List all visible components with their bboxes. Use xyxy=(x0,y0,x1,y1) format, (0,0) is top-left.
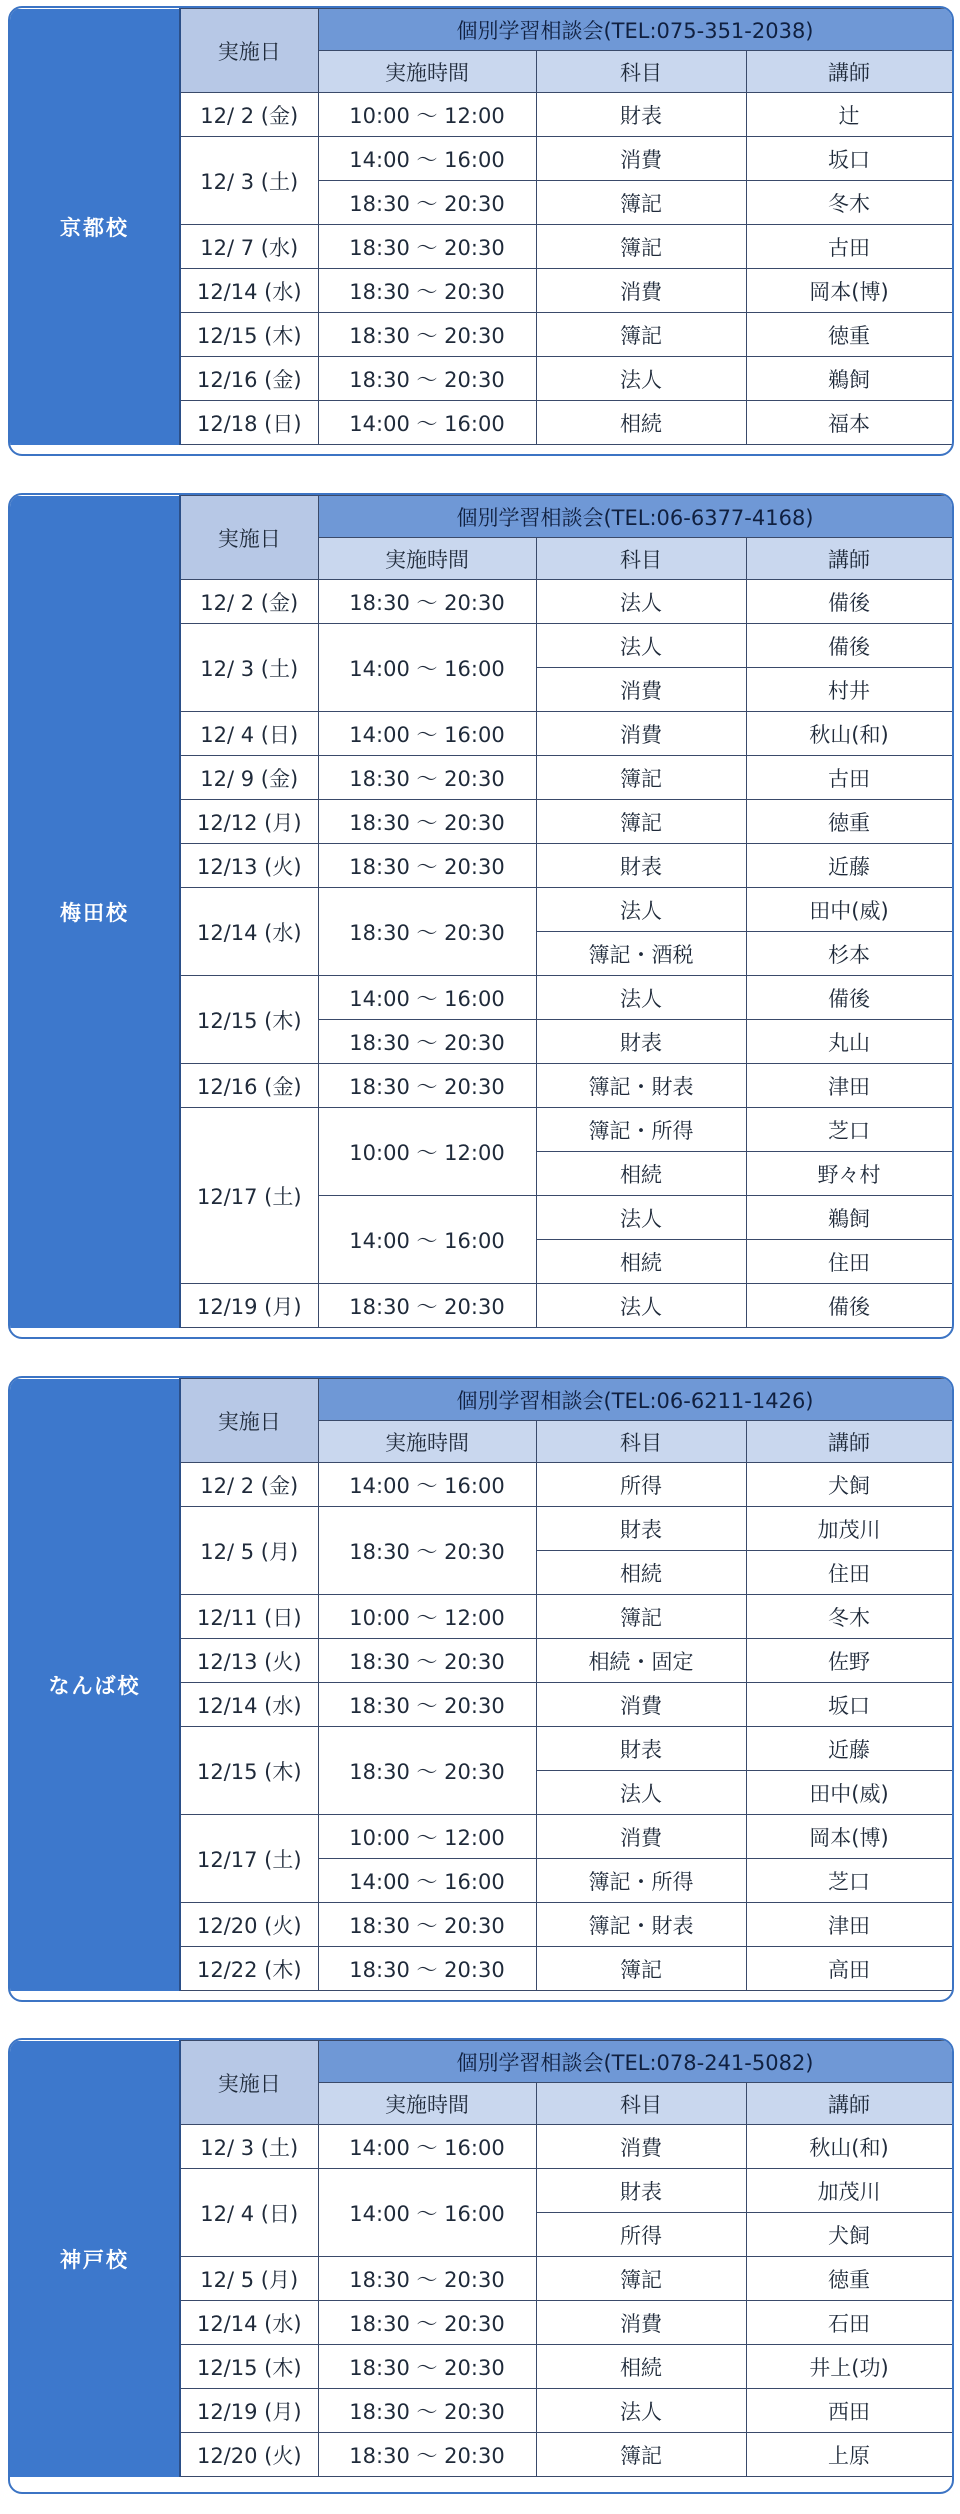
teacher-cell: 鵜飼 xyxy=(746,357,952,401)
time-cell: 14:00 〜 16:00 xyxy=(318,976,536,1020)
time-cell: 18:30 〜 20:30 xyxy=(318,2389,536,2433)
subject-cell: 消費 xyxy=(536,1815,746,1859)
date-cell: 12/19 (月) xyxy=(180,1284,318,1328)
teacher-cell: 近藤 xyxy=(746,844,952,888)
date-cell: 12/ 2 (金) xyxy=(180,1463,318,1507)
teacher-cell: 坂口 xyxy=(746,137,952,181)
subject-cell: 簿記 xyxy=(536,1595,746,1639)
teacher-cell: 丸山 xyxy=(746,1020,952,1064)
date-cell: 12/14 (水) xyxy=(180,2301,318,2345)
subject-cell: 法人 xyxy=(536,976,746,1020)
teacher-cell: 冬木 xyxy=(746,1595,952,1639)
time-cell: 10:00 〜 12:00 xyxy=(318,1815,536,1859)
time-cell: 18:30 〜 20:30 xyxy=(318,2433,536,2477)
time-cell: 18:30 〜 20:30 xyxy=(318,269,536,313)
date-cell: 12/ 9 (金) xyxy=(180,756,318,800)
teacher-cell: 田中(威) xyxy=(746,888,952,932)
subject-cell: 簿記 xyxy=(536,181,746,225)
umeda-schedule xyxy=(8,493,954,1339)
date-cell: 12/ 3 (土) xyxy=(180,624,318,712)
teacher-cell: 芝口 xyxy=(746,1108,952,1152)
subject-cell: 財表 xyxy=(536,93,746,137)
teacher-cell: 坂口 xyxy=(746,1683,952,1727)
header-teacher: 講師 xyxy=(746,1421,952,1463)
teacher-cell: 鵜飼 xyxy=(746,1196,952,1240)
time-cell: 18:30 〜 20:30 xyxy=(318,357,536,401)
teacher-cell: 田中(威) xyxy=(746,1771,952,1815)
time-cell: 18:30 〜 20:30 xyxy=(318,1064,536,1108)
date-cell: 12/20 (火) xyxy=(180,1903,318,1947)
kyoto-schedule xyxy=(8,6,954,456)
header-time: 実施時間 xyxy=(318,2083,536,2125)
subject-cell: 法人 xyxy=(536,357,746,401)
teacher-cell: 犬飼 xyxy=(746,2213,952,2257)
time-cell: 18:30 〜 20:30 xyxy=(318,580,536,624)
header-time: 実施時間 xyxy=(318,1421,536,1463)
subject-cell: 消費 xyxy=(536,137,746,181)
teacher-cell: 村井 xyxy=(746,668,952,712)
subject-cell: 財表 xyxy=(536,1020,746,1064)
subject-cell: 簿記・所得 xyxy=(536,1859,746,1903)
teacher-cell: 徳重 xyxy=(746,313,952,357)
header-teacher: 講師 xyxy=(746,51,952,93)
subject-cell: 簿記 xyxy=(536,1947,746,1991)
subject-cell: 相続・固定 xyxy=(536,1639,746,1683)
subject-cell: 消費 xyxy=(536,2301,746,2345)
subject-cell: 法人 xyxy=(536,1771,746,1815)
time-cell: 14:00 〜 16:00 xyxy=(318,1463,536,1507)
date-cell: 12/16 (金) xyxy=(180,1064,318,1108)
teacher-cell: 高田 xyxy=(746,1947,952,1991)
namba-schedule xyxy=(8,1376,954,2002)
date-cell: 12/13 (火) xyxy=(180,844,318,888)
teacher-cell: 住田 xyxy=(746,1240,952,1284)
time-cell: 18:30 〜 20:30 xyxy=(318,1507,536,1595)
header-day: 実施日 xyxy=(180,2041,318,2125)
subject-cell: 法人 xyxy=(536,2389,746,2433)
teacher-cell: 古田 xyxy=(746,225,952,269)
subject-cell: 消費 xyxy=(536,1683,746,1727)
date-cell: 12/ 3 (土) xyxy=(180,2125,318,2169)
kobe-schedule xyxy=(8,2038,954,2494)
time-cell: 18:30 〜 20:30 xyxy=(318,1903,536,1947)
subject-cell: 法人 xyxy=(536,888,746,932)
time-cell: 18:30 〜 20:30 xyxy=(318,313,536,357)
time-cell: 18:30 〜 20:30 xyxy=(318,2301,536,2345)
teacher-cell: 加茂川 xyxy=(746,1507,952,1551)
time-cell: 18:30 〜 20:30 xyxy=(318,225,536,269)
subject-cell: 簿記 xyxy=(536,225,746,269)
schedule-table xyxy=(10,495,953,1328)
header-subject: 科目 xyxy=(536,2083,746,2125)
teacher-cell: 備後 xyxy=(746,580,952,624)
subject-cell: 消費 xyxy=(536,269,746,313)
subject-cell: 簿記 xyxy=(536,800,746,844)
teacher-cell: 住田 xyxy=(746,1551,952,1595)
teacher-cell: 芝口 xyxy=(746,1859,952,1903)
time-cell: 18:30 〜 20:30 xyxy=(318,2345,536,2389)
header-subject: 科目 xyxy=(536,51,746,93)
teacher-cell: 徳重 xyxy=(746,800,952,844)
date-cell: 12/17 (土) xyxy=(180,1815,318,1903)
date-cell: 12/ 7 (水) xyxy=(180,225,318,269)
schedule-table xyxy=(10,2040,953,2477)
header-subject: 科目 xyxy=(536,538,746,580)
date-cell: 12/ 4 (日) xyxy=(180,2169,318,2257)
teacher-cell: 秋山(和) xyxy=(746,712,952,756)
subject-cell: 所得 xyxy=(536,2213,746,2257)
date-cell: 12/ 4 (日) xyxy=(180,712,318,756)
time-cell: 14:00 〜 16:00 xyxy=(318,712,536,756)
subject-cell: 消費 xyxy=(536,2125,746,2169)
subject-cell: 相続 xyxy=(536,1240,746,1284)
subject-cell: 法人 xyxy=(536,580,746,624)
subject-cell: 財表 xyxy=(536,1727,746,1771)
subject-cell: 相続 xyxy=(536,2345,746,2389)
time-cell: 18:30 〜 20:30 xyxy=(318,844,536,888)
date-cell: 12/ 5 (月) xyxy=(180,1507,318,1595)
consultation-title: 個別学習相談会(TEL:06-6377-4168) xyxy=(318,496,952,538)
consultation-title: 個別学習相談会(TEL:06-6211-1426) xyxy=(318,1379,952,1421)
school-name: 神戸校 xyxy=(10,2041,180,2477)
subject-cell: 法人 xyxy=(536,1284,746,1328)
time-cell: 18:30 〜 20:30 xyxy=(318,888,536,976)
teacher-cell: 井上(功) xyxy=(746,2345,952,2389)
time-cell: 10:00 〜 12:00 xyxy=(318,1108,536,1196)
date-cell: 12/17 (土) xyxy=(180,1108,318,1284)
teacher-cell: 秋山(和) xyxy=(746,2125,952,2169)
subject-cell: 相続 xyxy=(536,1551,746,1595)
header-day: 実施日 xyxy=(180,1379,318,1463)
teacher-cell: 犬飼 xyxy=(746,1463,952,1507)
date-cell: 12/ 2 (金) xyxy=(180,580,318,624)
date-cell: 12/ 3 (土) xyxy=(180,137,318,225)
teacher-cell: 近藤 xyxy=(746,1727,952,1771)
date-cell: 12/16 (金) xyxy=(180,357,318,401)
teacher-cell: 冬木 xyxy=(746,181,952,225)
header-teacher: 講師 xyxy=(746,2083,952,2125)
subject-cell: 財表 xyxy=(536,1507,746,1551)
time-cell: 18:30 〜 20:30 xyxy=(318,1639,536,1683)
teacher-cell: 上原 xyxy=(746,2433,952,2477)
time-cell: 10:00 〜 12:00 xyxy=(318,93,536,137)
subject-cell: 消費 xyxy=(536,712,746,756)
subject-cell: 法人 xyxy=(536,624,746,668)
teacher-cell: 備後 xyxy=(746,624,952,668)
time-cell: 18:30 〜 20:30 xyxy=(318,1727,536,1815)
time-cell: 14:00 〜 16:00 xyxy=(318,1196,536,1284)
date-cell: 12/11 (日) xyxy=(180,1595,318,1639)
date-cell: 12/13 (火) xyxy=(180,1639,318,1683)
date-cell: 12/20 (火) xyxy=(180,2433,318,2477)
header-subject: 科目 xyxy=(536,1421,746,1463)
teacher-cell: 福本 xyxy=(746,401,952,445)
teacher-cell: 古田 xyxy=(746,756,952,800)
subject-cell: 簿記・所得 xyxy=(536,1108,746,1152)
teacher-cell: 辻 xyxy=(746,93,952,137)
consultation-title: 個別学習相談会(TEL:075-351-2038) xyxy=(318,9,952,51)
teacher-cell: 津田 xyxy=(746,1064,952,1108)
header-time: 実施時間 xyxy=(318,538,536,580)
date-cell: 12/12 (月) xyxy=(180,800,318,844)
time-cell: 14:00 〜 16:00 xyxy=(318,2169,536,2257)
header-day: 実施日 xyxy=(180,9,318,93)
date-cell: 12/14 (水) xyxy=(180,269,318,313)
time-cell: 14:00 〜 16:00 xyxy=(318,401,536,445)
date-cell: 12/19 (月) xyxy=(180,2389,318,2433)
time-cell: 18:30 〜 20:30 xyxy=(318,756,536,800)
date-cell: 12/ 5 (月) xyxy=(180,2257,318,2301)
teacher-cell: 石田 xyxy=(746,2301,952,2345)
subject-cell: 財表 xyxy=(536,2169,746,2213)
teacher-cell: 杉本 xyxy=(746,932,952,976)
date-cell: 12/ 2 (金) xyxy=(180,93,318,137)
time-cell: 18:30 〜 20:30 xyxy=(318,1284,536,1328)
subject-cell: 消費 xyxy=(536,668,746,712)
time-cell: 14:00 〜 16:00 xyxy=(318,2125,536,2169)
teacher-cell: 徳重 xyxy=(746,2257,952,2301)
time-cell: 14:00 〜 16:00 xyxy=(318,137,536,181)
school-name: なんば校 xyxy=(10,1379,180,1991)
date-cell: 12/14 (水) xyxy=(180,1683,318,1727)
teacher-cell: 岡本(博) xyxy=(746,269,952,313)
teacher-cell: 野々村 xyxy=(746,1152,952,1196)
time-cell: 18:30 〜 20:30 xyxy=(318,1947,536,1991)
teacher-cell: 岡本(博) xyxy=(746,1815,952,1859)
time-cell: 14:00 〜 16:00 xyxy=(318,624,536,712)
subject-cell: 財表 xyxy=(536,844,746,888)
time-cell: 14:00 〜 16:00 xyxy=(318,1859,536,1903)
header-day: 実施日 xyxy=(180,496,318,580)
subject-cell: 簿記 xyxy=(536,756,746,800)
subject-cell: 相続 xyxy=(536,401,746,445)
teacher-cell: 津田 xyxy=(746,1903,952,1947)
teacher-cell: 備後 xyxy=(746,1284,952,1328)
time-cell: 18:30 〜 20:30 xyxy=(318,181,536,225)
subject-cell: 簿記・財表 xyxy=(536,1064,746,1108)
schedule-table xyxy=(10,1378,953,1991)
school-name: 梅田校 xyxy=(10,496,180,1328)
school-name: 京都校 xyxy=(10,9,180,445)
date-cell: 12/15 (木) xyxy=(180,1727,318,1815)
header-time: 実施時間 xyxy=(318,51,536,93)
date-cell: 12/22 (木) xyxy=(180,1947,318,1991)
date-cell: 12/15 (木) xyxy=(180,313,318,357)
date-cell: 12/15 (木) xyxy=(180,2345,318,2389)
date-cell: 12/14 (水) xyxy=(180,888,318,976)
date-cell: 12/15 (木) xyxy=(180,976,318,1064)
subject-cell: 簿記 xyxy=(536,2433,746,2477)
subject-cell: 簿記 xyxy=(536,2257,746,2301)
subject-cell: 所得 xyxy=(536,1463,746,1507)
time-cell: 10:00 〜 12:00 xyxy=(318,1595,536,1639)
header-teacher: 講師 xyxy=(746,538,952,580)
subject-cell: 簿記・財表 xyxy=(536,1903,746,1947)
time-cell: 18:30 〜 20:30 xyxy=(318,1020,536,1064)
teacher-cell: 加茂川 xyxy=(746,2169,952,2213)
date-cell: 12/18 (日) xyxy=(180,401,318,445)
time-cell: 18:30 〜 20:30 xyxy=(318,1683,536,1727)
time-cell: 18:30 〜 20:30 xyxy=(318,2257,536,2301)
teacher-cell: 西田 xyxy=(746,2389,952,2433)
teacher-cell: 備後 xyxy=(746,976,952,1020)
subject-cell: 相続 xyxy=(536,1152,746,1196)
subject-cell: 法人 xyxy=(536,1196,746,1240)
consultation-title: 個別学習相談会(TEL:078-241-5082) xyxy=(318,2041,952,2083)
schedule-table xyxy=(10,8,953,445)
time-cell: 18:30 〜 20:30 xyxy=(318,800,536,844)
subject-cell: 簿記 xyxy=(536,313,746,357)
teacher-cell: 佐野 xyxy=(746,1639,952,1683)
subject-cell: 簿記・酒税 xyxy=(536,932,746,976)
